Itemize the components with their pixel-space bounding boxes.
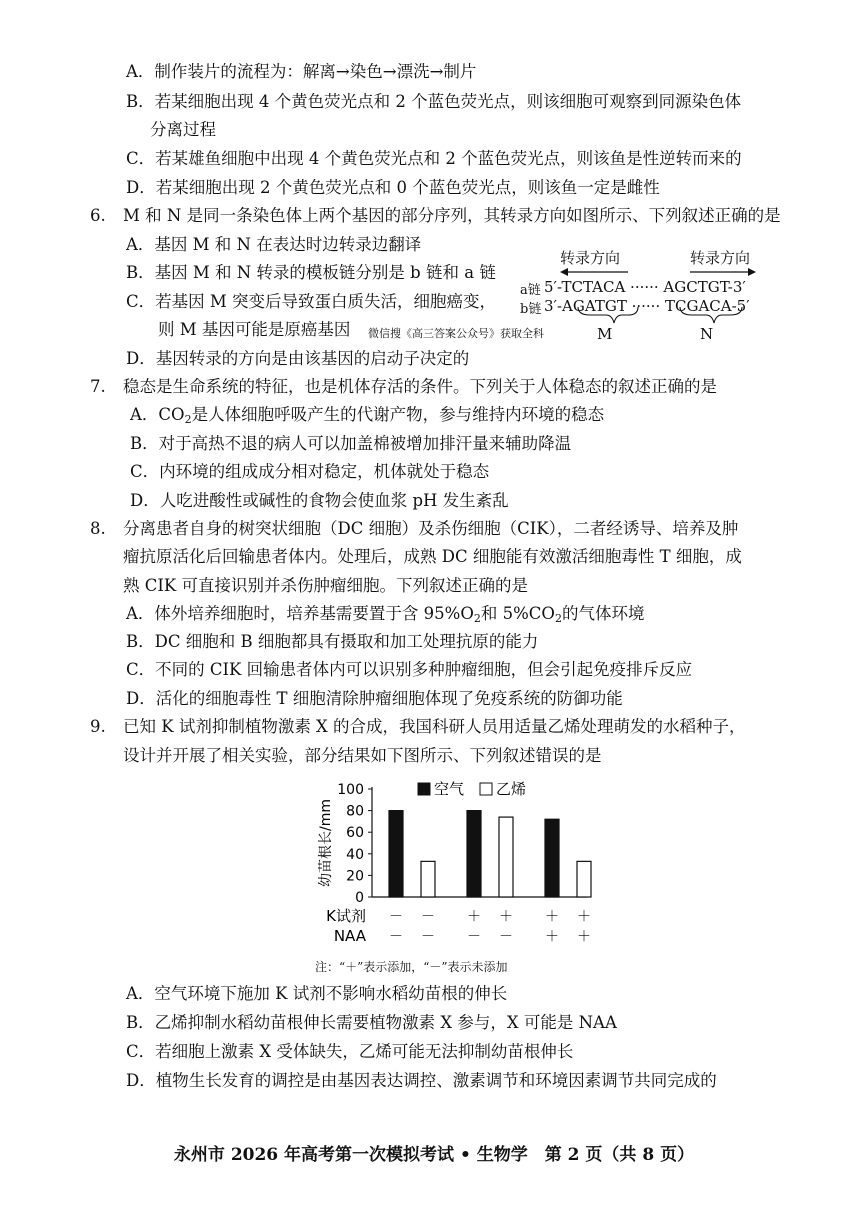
q9-option-a: A．空气环境下施加 K 试剂不影响水稻幼苗根的伸长: [126, 984, 508, 1003]
y-tick-label: 40: [346, 846, 364, 863]
row-label-k: K试剂: [326, 907, 366, 925]
naa-mark: －: [389, 929, 403, 945]
watermark: 微信搜《高三答案公众号》获取全科: [368, 327, 544, 340]
naa-mark: －: [499, 929, 513, 945]
q9-number: 9.: [90, 717, 106, 736]
q9-option-d: D．植物生长发育的调控是由基因表达调控、激素调节和环境因素调节共同完成的: [126, 1071, 717, 1090]
k-mark: －: [389, 909, 403, 925]
transcription-direction-right: 转录方向: [690, 249, 751, 267]
q7-stem: 稳态是生命系统的特征，也是机体存活的条件。下列关于人体稳态的叙述正确的是: [123, 377, 717, 396]
q7-option-b: B．对于高热不退的病人可以加盖棉被增加排汗量来辅助降温: [130, 434, 572, 453]
transcription-direction-left: 转录方向: [560, 249, 621, 267]
q5-option-b-cont: 分离过程: [150, 120, 216, 139]
root-length-chart: [300, 775, 600, 950]
k-mark: ＋: [545, 909, 559, 925]
gene-n-label: N: [700, 325, 714, 343]
q8-stem-3: 熟 CIK 可直接识别并杀伤肿瘤细胞。下列叙述正确的是: [123, 576, 528, 595]
q6-option-c: C．若基因 M 突变后导致蛋白质失活，细胞癌变，: [126, 292, 497, 311]
bar-乙烯-2: [577, 861, 591, 897]
strand-a: 5′-TCTACA ······ AGCTGT-3′: [544, 278, 746, 296]
q8-option-b: B．DC 细胞和 B 细胞都具有摄取和加工处理抗原的能力: [126, 632, 539, 651]
k-mark: ＋: [467, 909, 481, 925]
q6-option-d: D．基因转录的方向是由该基因的启动子决定的: [126, 349, 470, 368]
q5-option-d: D．若某细胞出现 2 个黄色荧光点和 0 个蓝色荧光点，则该鱼一定是雌性: [126, 178, 660, 197]
chart-bars: [389, 811, 591, 897]
k-mark: ＋: [577, 909, 591, 925]
chart-rows: [326, 907, 591, 945]
q6-option-c-cont: 则 M 基因可能是原癌基因: [158, 320, 351, 339]
k-mark: ＋: [499, 909, 513, 925]
y-tick-label: 80: [346, 803, 364, 820]
naa-mark: ＋: [577, 929, 591, 945]
q5-option-a: A．制作装片的流程为：解离→染色→漂洗→制片: [126, 62, 477, 81]
q5-option-b: B．若某细胞出现 4 个黄色荧光点和 2 个蓝色荧光点，则该细胞可观察到同源染色体: [126, 92, 742, 111]
q8-number: 8.: [90, 519, 106, 538]
q6-number: 6.: [90, 206, 106, 225]
chart-ylabel: 幼苗根长/mm: [318, 799, 334, 887]
y-tick-label: 20: [346, 868, 364, 885]
naa-mark: －: [467, 929, 481, 945]
q8-stem-2: 瘤抗原活化后回输患者体内。处理后，成熟 DC 细胞能有效激活细胞毒性 T 细胞，成: [123, 547, 742, 566]
legend-label-air: 空气: [434, 780, 465, 798]
q8-stem-1: 分离患者自身的树突状细胞（DC 细胞）及杀伤细胞（CIK），二者经诱导、培养及肿: [123, 519, 739, 538]
row-label-naa: NAA: [333, 927, 366, 945]
bar-乙烯-1: [499, 817, 513, 897]
bar-空气-0: [389, 811, 403, 897]
naa-mark: ＋: [545, 929, 559, 945]
y-tick-label: 100: [337, 782, 364, 798]
q9-option-c: C．若细胞上激素 X 受体缺失，乙烯可能无法抑制幼苗根伸长: [126, 1042, 574, 1061]
q6-option-a: A．基因 M 和 N 在表达时边转录边翻译: [126, 235, 422, 254]
q9-option-b: B．乙烯抑制水稻幼苗根伸长需要植物激素 X 参与，X 可能是 NAA: [126, 1013, 617, 1032]
dna-diagram: [510, 245, 780, 345]
legend-swatch-ethylene: [480, 783, 492, 795]
legend-swatch-air: [418, 783, 430, 795]
strand-b-label: b链: [520, 302, 542, 317]
bar-空气-1: [467, 811, 481, 897]
y-tick-label: 0: [355, 890, 364, 906]
k-mark: －: [421, 909, 435, 925]
q7-option-c: C．内环境的组成成分相对稳定，机体就处于稳态: [130, 462, 490, 481]
page-footer: 永州市 2026 年高考第一次模拟考试 • 生物学 第 2 页（共 8 页）: [173, 1145, 695, 1165]
q6-option-b: B．基因 M 和 N 转录的模板链分别是 b 链和 a 链: [126, 263, 496, 282]
chart-note: 注：“＋”表示添加，“－”表示未添加: [315, 960, 508, 974]
q9-stem-1: 已知 K 试剂抑制植物激素 X 的合成，我国科研人员用适量乙烯处理萌发的水稻种子，: [123, 717, 746, 736]
legend-label-ethylene: 乙烯: [496, 780, 527, 798]
q6-stem: M 和 N 是同一条染色体上两个基因的部分序列，其转录方向如图所示、下列叙述正确的是: [123, 206, 781, 225]
q8-option-a: A．体外培养细胞时，培养基需要置于含 $95\%O_2$和 $5\%CO_2$的气体环境: [126, 604, 645, 625]
q7-option-d: D．人吃进酸性或碱性的食物会使血浆 pH 发生紊乱: [130, 491, 509, 510]
strand-a-label: a链: [520, 283, 541, 298]
strand-b: 3′-AGATGT ······ TCGACA-5′: [544, 297, 750, 315]
gene-m-label: M: [597, 325, 613, 343]
y-tick-label: 60: [346, 825, 364, 842]
q8-option-c: C．不同的 CIK 回输患者体内可以识别多种肿瘤细胞，但会引起免疫排斥反应: [126, 660, 693, 679]
q5-option-c: C．若某雄鱼细胞中出现 4 个黄色荧光点和 2 个蓝色荧光点，则该鱼是性逆转而来的: [126, 149, 742, 168]
chart-ticks: [337, 782, 372, 906]
q7-option-a: A．$CO_2$是人体细胞呼吸产生的代谢产物，参与维持内环境的稳态: [130, 405, 605, 426]
q9-stem-2: 设计并开展了相关实验，部分结果如下图所示、下列叙述错误的是: [123, 746, 602, 765]
bar-空气-2: [545, 819, 559, 897]
bar-乙烯-0: [421, 861, 435, 897]
q8-option-d: D．活化的细胞毒性 T 细胞清除肿瘤细胞体现了免疫系统的防御功能: [126, 689, 623, 708]
q7-number: 7.: [90, 377, 106, 396]
chart-legend: [418, 780, 526, 798]
naa-mark: －: [421, 929, 435, 945]
